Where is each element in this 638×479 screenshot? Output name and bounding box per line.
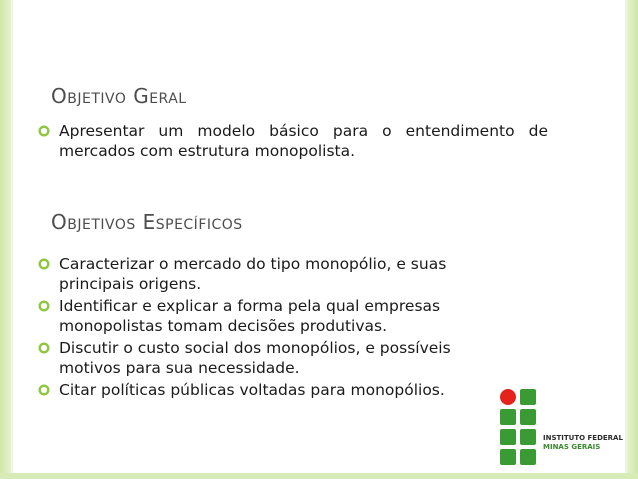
right-frame-bar	[627, 0, 638, 479]
list-item-text: Caracterizar o mercado do tipo monopólio, e suas principais origens.	[59, 255, 447, 293]
left-frame-line	[11, 0, 13, 479]
bullet-ring-icon	[38, 125, 50, 137]
general-objective-list	[38, 121, 548, 163]
list-item-text: Discutir o custo social dos monopólios, e possíveis motivos para sua necessidade.	[59, 339, 451, 377]
list-item	[38, 254, 498, 294]
left-frame-bar	[0, 0, 11, 479]
list-item	[38, 338, 498, 378]
list-item	[38, 380, 498, 400]
bottom-frame-bar	[0, 473, 638, 479]
heading-objetivo-geral: Objetivo Geral	[51, 84, 187, 108]
ifmg-logo-icon	[498, 387, 594, 467]
logo-line-instituto: INSTITUTO FEDERAL	[543, 434, 623, 442]
bullet-ring-icon	[38, 342, 50, 354]
list-item	[38, 121, 548, 161]
right-frame-line	[625, 0, 627, 479]
list-item-text: Identificar e explicar a forma pela qual empresas monopolistas tomam decisões produtivas.	[59, 297, 441, 335]
bullet-ring-icon	[38, 300, 50, 312]
bullet-ring-icon	[38, 384, 50, 396]
specific-objectives-list	[38, 254, 498, 402]
list-item-text: Apresentar um modelo básico para o entendimento de mercados com estrutura monopolista.	[59, 122, 548, 160]
logo-line-minas: MINAS GERAIS	[543, 443, 601, 451]
list-item-text: Citar políticas públicas voltadas para monopólios.	[59, 381, 445, 399]
heading-objetivos-especificos: Objetivos Específicos	[51, 210, 243, 234]
bullet-ring-icon	[38, 258, 50, 270]
list-item	[38, 296, 498, 336]
